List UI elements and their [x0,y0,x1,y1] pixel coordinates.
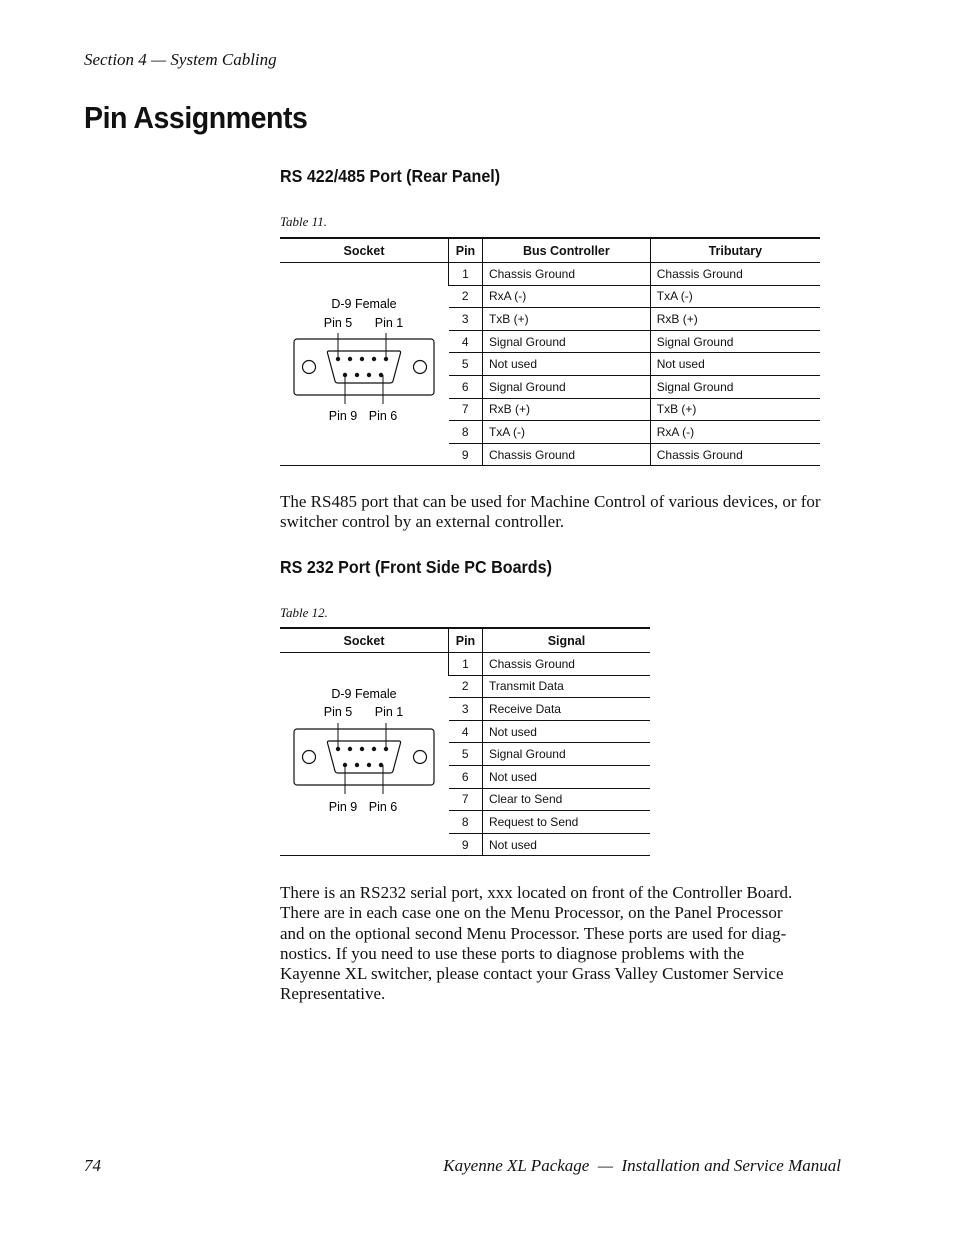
tributary-signal: RxB (+) [650,308,820,331]
pin6-label: Pin 6 [368,799,398,814]
running-head: Section 4 — System Cabling [84,50,277,69]
pin9-label: Pin 9 [328,799,358,814]
bus-controller-signal: Chassis Ground [482,443,650,466]
page-title: Pin Assignments [84,100,308,135]
tributary-signal: Signal Ground [650,330,820,353]
pin-number: 6 [449,375,483,398]
pin9-label: Pin 9 [328,408,358,423]
page-number: 74 [84,1156,101,1175]
diagram-label: D-9 Female [331,686,397,701]
tributary-signal: TxA (-) [650,285,820,308]
tributary-signal: Signal Ground [650,375,820,398]
section-heading-rs422: RS 422/485 Port (Rear Panel) [280,166,501,186]
pin-number: 4 [449,720,483,743]
section-heading-rs232: RS 232 Port (Front Side PC Boards) [280,557,552,577]
rs422-pin-table [280,237,820,466]
col-header-pin: Pin [449,238,483,263]
bus-controller-signal: Signal Ground [482,375,650,398]
bus-controller-signal: TxA (-) [482,421,650,444]
col-header-socket: Socket [280,238,449,263]
pin-number: 4 [449,330,483,353]
d9-female-connector-icon [280,657,448,852]
paragraph-line: Kayenne XL switcher, please contact your Grass Valley Customer Service [280,964,784,984]
paragraph-line: nostics. If you need to use these ports to diagnose problems with the [280,943,745,963]
bus-controller-signal: RxB (+) [482,398,650,421]
col-header-pin: Pin [449,628,483,653]
pin-number: 7 [449,788,483,811]
manual-title: Kayenne XL Package — Installation and Service Manual [443,1156,841,1175]
signal-name: Transmit Data [482,675,650,698]
signal-name: Not used [482,720,650,743]
signal-name: Clear to Send [482,788,650,811]
tributary-signal: Chassis Ground [650,443,820,466]
d9-female-connector-icon [280,267,448,462]
bus-controller-signal: Signal Ground [482,330,650,353]
d9-connector-diagram [280,653,449,856]
pin-number: 3 [449,308,483,331]
signal-name: Signal Ground [482,743,650,766]
col-header-bus-controller: Bus Controller [482,238,650,263]
signal-name: Not used [482,765,650,788]
signal-name: Request to Send [482,811,650,834]
pin-number: 3 [449,698,483,721]
paragraph-line: There are in each case one on the Menu Processor, on the Panel Processor [280,903,783,923]
pin1-label: Pin 1 [374,315,404,330]
col-header-signal: Signal [482,628,650,653]
col-header-socket: Socket [280,628,449,653]
pin-number: 2 [449,675,483,698]
pin-number: 9 [449,833,483,856]
pin-number: 5 [449,353,483,376]
tributary-signal: Not used [650,353,820,376]
bus-controller-signal: TxB (+) [482,308,650,331]
pin5-label: Pin 5 [323,704,353,719]
table-caption-12: Table 12. [280,605,328,620]
pin-number: 9 [449,443,483,466]
pin6-label: Pin 6 [368,408,398,423]
paragraph-line: There is an RS232 serial port, xxx located on front of the Controller Board. [280,883,793,902]
bus-controller-signal: RxA (-) [482,285,650,308]
rs232-pin-table [280,627,650,856]
paragraph-line: and on the optional second Menu Processor. These ports are used for diag- [280,923,787,943]
col-header-tributary: Tributary [650,238,820,263]
rs232-description [280,883,845,1005]
d9-connector-diagram [280,263,449,466]
tributary-signal: Chassis Ground [650,263,820,286]
diagram-label: D-9 Female [331,296,397,311]
signal-name: Receive Data [482,698,650,721]
rs485-description: The RS485 port that can be used for Machine Control of various devices, or for switcher control by an external controller. [280,492,821,532]
pin-number: 1 [449,263,483,286]
table-caption-11: Table 11. [280,214,327,229]
tributary-signal: TxB (+) [650,398,820,421]
pin-number: 8 [449,811,483,834]
paragraph-line: Representative. [280,984,386,1004]
pin-number: 1 [449,653,483,676]
pin-number: 8 [449,421,483,444]
signal-name: Chassis Ground [482,653,650,676]
bus-controller-signal: Not used [482,353,650,376]
bus-controller-signal: Chassis Ground [482,263,650,286]
pin5-label: Pin 5 [323,315,353,330]
signal-name: Not used [482,833,650,856]
pin-number: 5 [449,743,483,766]
pin1-label: Pin 1 [374,704,404,719]
pin-number: 2 [449,285,483,308]
pin-number: 7 [449,398,483,421]
tributary-signal: RxA (-) [650,421,820,444]
pin-number: 6 [449,765,483,788]
